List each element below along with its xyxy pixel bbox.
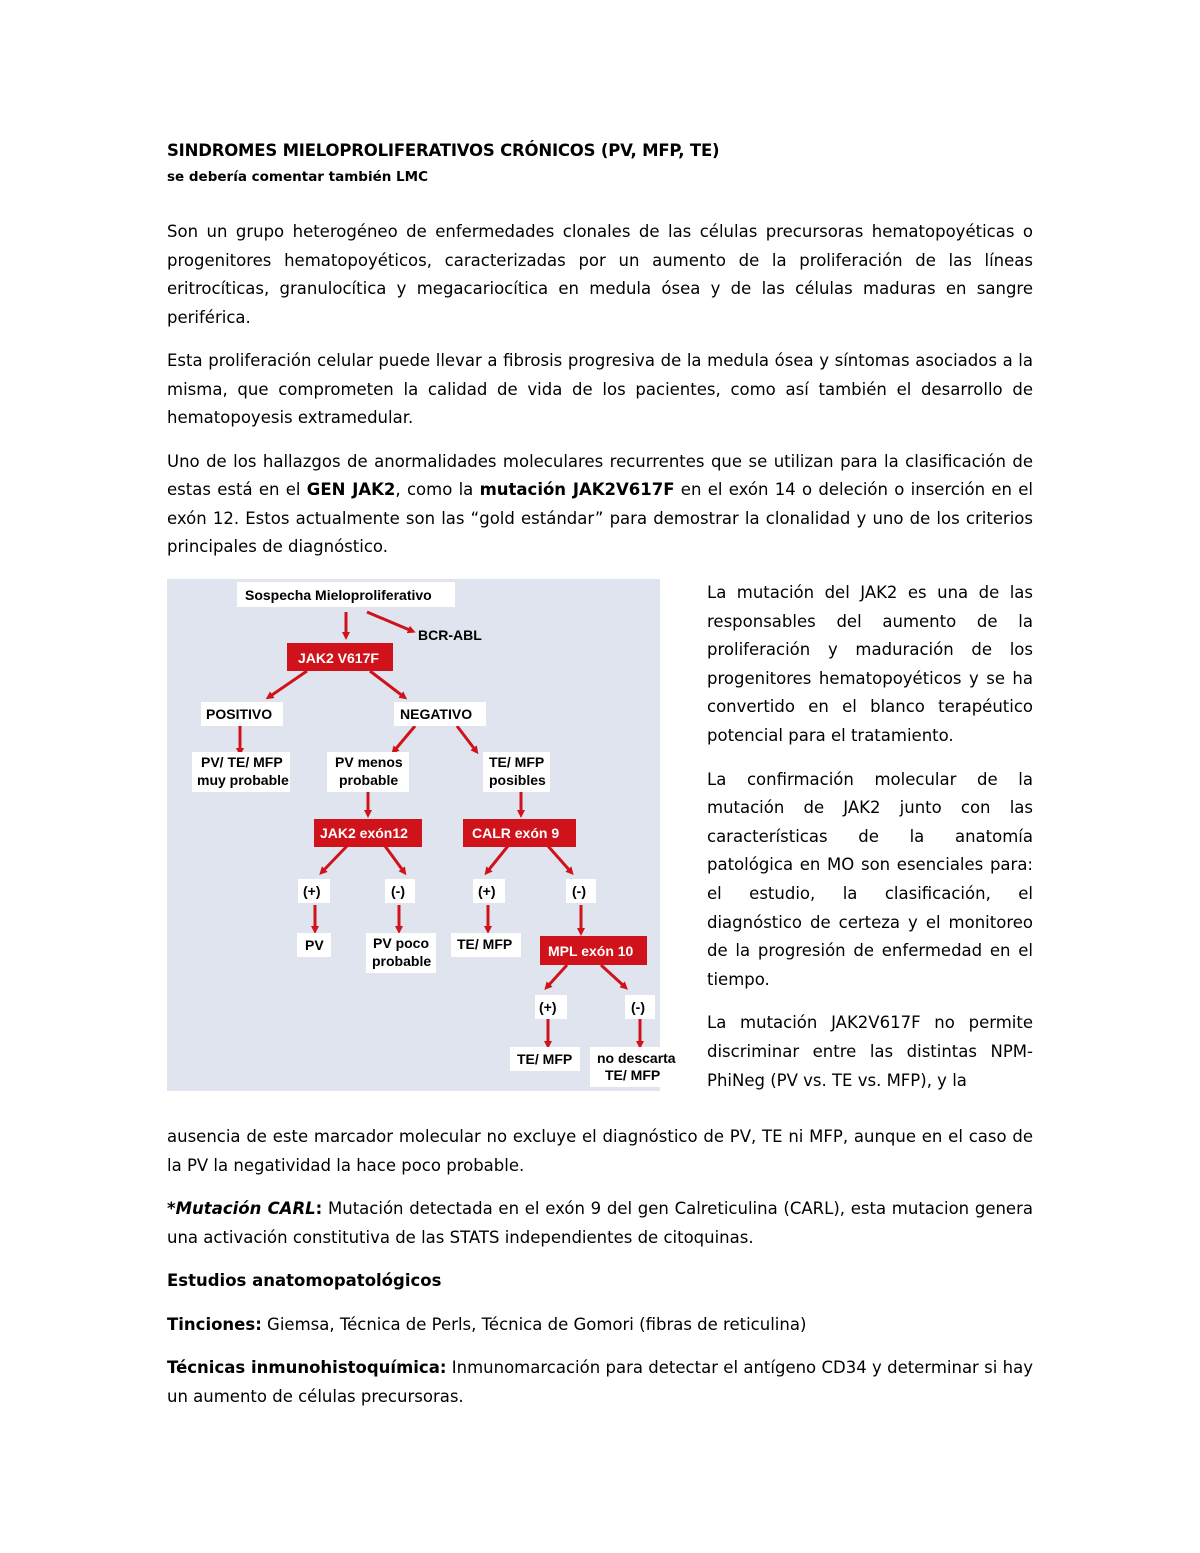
- paragraph-fibrosis: Esta proliferación celular puede llevar a fibrosis progresiva de la medula ósea y síntomas asociados a la misma, que comprometen la calidad de vida de los pacientes, como así también el desarrollo de hematopoyesis extramedular.: [167, 351, 1033, 427]
- node-pv: PV: [305, 937, 324, 953]
- side-text-column: [707, 579, 1033, 1095]
- diagnostic-flowchart: [167, 579, 676, 1091]
- paragraph-definition: Son un grupo heterogéneo de enfermedades clonales de las células precursoras hematopoyéticas o progenitores hematopoyéticos, caracterizadas por un aumento de la proliferación de las líneas eritrocíticas, granulocítica y megacariocítica en medula ósea y de las células maduras en sangre periférica.: [167, 222, 1033, 327]
- side-paragraph-confirmation: La confirmación molecular de la mutación de JAK2 junto con las características de la anatomía patológica en MO son esenciales para: el estudio, la clasificación, el diagnóstico de certeza y el monitoreo de la progresión de enfermedad en el tiempo.: [707, 769, 1033, 989]
- node-pvmenos-line1: PV menos: [335, 754, 403, 770]
- paragraph-absence: ausencia de este marcador molecular no excluye el diagnóstico de PV, TE ni MFP, aunque en el caso de la PV la negatividad la hace poco probable.: [167, 1127, 1033, 1175]
- side-paragraph-jak2-role: La mutación del JAK2 es una de las responsables del aumento de la proliferación y maduración de los progenitores hematopoyéticos y se ha convertido en el blanco terapéutico potencial para el tratamiento.: [707, 583, 1033, 745]
- node-minus-c: (-): [631, 999, 645, 1015]
- subtitle-note: se debería comentar también LMC: [167, 169, 428, 185]
- node-positivo: POSITIVO: [206, 706, 273, 722]
- carl-colon: :: [315, 1199, 323, 1218]
- node-minus-b: (-): [572, 883, 586, 899]
- p3-e: en el exón 14 o deleción o inserción en el exón 12. Estos actualmente son las “gold estándar” para demostrar la clonalidad y uno de los criterios principales de diagnóstico.: [167, 480, 1034, 556]
- node-minus-a: (-): [391, 883, 405, 899]
- node-pvpoco-line2: probable: [372, 953, 432, 969]
- node-temfp-line1: TE/ MFP: [489, 754, 545, 770]
- p3-mutation: mutación JAK2V617F: [479, 480, 675, 499]
- node-sospecha: Sospecha Mieloproliferativo: [245, 587, 432, 603]
- carl-term: Mutación CARL: [175, 1199, 316, 1218]
- p3-c: , como la: [395, 480, 480, 499]
- node-jak2-v617f: JAK2 V617F: [298, 650, 379, 666]
- node-bcr-abl: BCR-ABL: [418, 627, 482, 643]
- side-paragraph-discrimination: La mutación JAK2V617F no permite discriminar entre las distintas NPM-PhiNeg (PV vs. TE vs. MFP), y la: [707, 1013, 1033, 1090]
- flowchart-svg: [167, 579, 676, 1091]
- carl-text: Mutación detectada en el exón 9 del gen Calreticulina (CARL), esta mutacion genera una activación constitutiva de las STATS independientes de citoquinas.: [167, 1199, 1033, 1247]
- node-temfp-b: TE/ MFP: [517, 1051, 573, 1067]
- paragraph-jak2: [167, 448, 1033, 562]
- node-nodesc-line1: no descarta: [597, 1050, 676, 1066]
- carl-star: *: [167, 1199, 176, 1218]
- node-calr-exon9: CALR exón 9: [472, 825, 560, 841]
- node-plus-b: (+): [478, 883, 496, 899]
- paragraph-carl: [167, 1195, 1033, 1252]
- p3-a: Uno de los hallazgos de anormalidades moleculares recurrentes que se utilizan para la clasificación de estas está en el: [167, 451, 1033, 499]
- lower-text: [167, 1123, 1033, 1411]
- node-pvmenos-line2: probable: [339, 772, 399, 788]
- node-jak2-exon12: JAK2 exón12: [320, 825, 408, 841]
- tinciones-text: Giemsa, Técnica de Perls, Técnica de Gomori (fibras de reticulina): [261, 1314, 807, 1334]
- node-plus-c: (+): [539, 999, 557, 1015]
- paragraph-tinciones: [167, 1311, 1033, 1340]
- node-mpl-exon10: MPL exón 10: [548, 943, 634, 959]
- node-temfp-line2: posibles: [489, 772, 546, 788]
- node-negativo: NEGATIVO: [400, 706, 473, 722]
- tinciones-label: Tinciones:: [167, 1314, 262, 1334]
- p3-gen: GEN JAK2: [306, 480, 396, 499]
- node-pvpoco-line1: PV poco: [373, 935, 430, 951]
- page-title: SINDROMES MIELOPROLIFERATIVOS CRÓNICOS (PV, MFP, TE): [167, 141, 720, 160]
- heading-estudios: Estudios anatomopatológicos: [167, 1271, 442, 1290]
- node-plus-a: (+): [303, 883, 321, 899]
- paragraph-inmuno: [167, 1354, 1033, 1411]
- node-nodesc-line2: TE/ MFP: [605, 1067, 661, 1083]
- inmuno-text: Inmunomarcación para detectar el antígeno CD34 y determinar si hay un aumento de células precursoras.: [167, 1358, 1033, 1406]
- node-temfp-a: TE/ MFP: [457, 936, 513, 952]
- node-pvte-line1: PV/ TE/ MFP: [201, 754, 283, 770]
- node-pvte-line2: muy probable: [197, 772, 289, 788]
- intro-text: [167, 218, 1033, 562]
- inmuno-label: Técnicas inmunohistoquímica:: [167, 1358, 447, 1377]
